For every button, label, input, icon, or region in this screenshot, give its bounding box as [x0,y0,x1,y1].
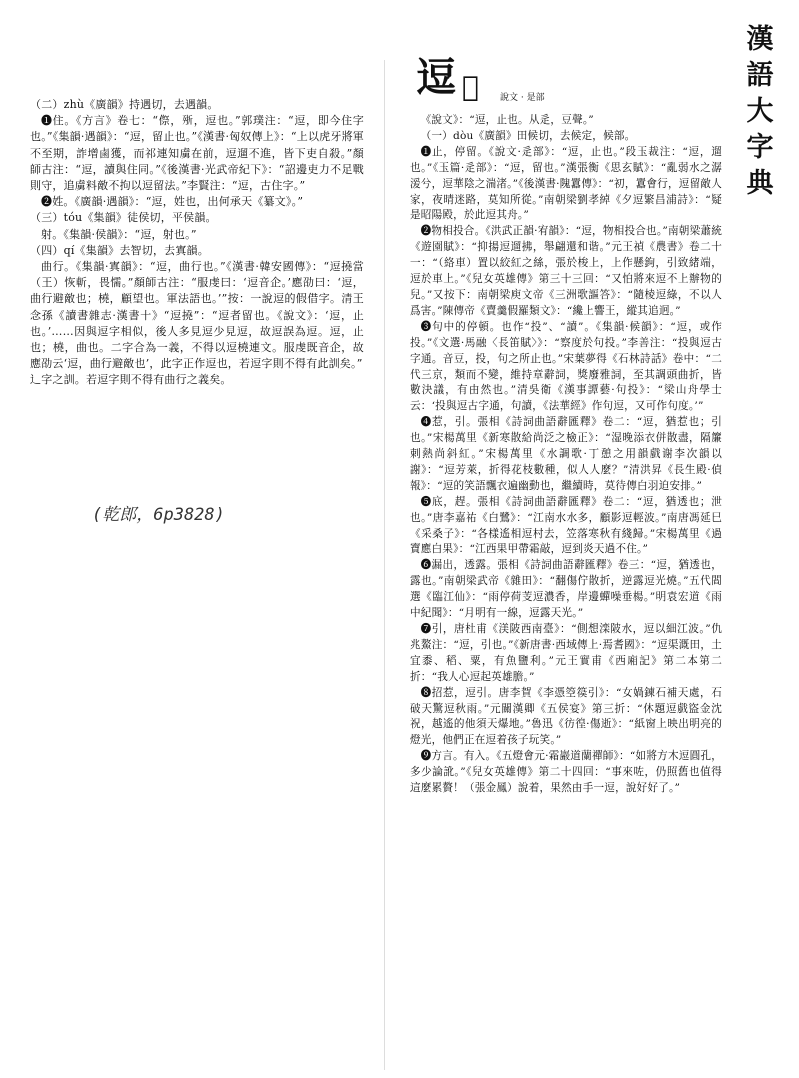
handwritten-annotation: (乾郎，6p3828) [92,505,225,525]
definition-paragraph: ❺底，趕。張相《詩詞曲語辭匯釋》卷二：“逗，猶透也；泄也。”唐李嘉祐《白鷺》：“江南水水多，顧影逗輕波。”南唐馮延巳《采桑子》：“各樣遙相逗村去，笠落寒秋有綫歸。”宋楊萬里《過寶應白果》：“江西果甲帶霜敲，逗到炎天過不住。” [410,495,722,556]
sense-heading: （一）dòu《廣韻》田候切，去候定，候部。 [420,129,636,142]
seal-source: 說文 · 是部 [500,93,545,103]
column-divider [384,60,385,1070]
definition-paragraph: ❷物相投合。《洪武正韻·宥韻》：“逗，物相投合也。”南朝梁蕭統《遊園賦》：“抑揚逗遛拂，舉翩還和谐。”元王禎《農書》卷二十一：“（絡車）置以絞紅之絲，張於梭上，上作懸鉤，引致緒端，逗於車上。”《兒女英雄傳》第三十三回：“又怕將來逗不上辦物的兒。”又按下：南朝梁庾文帝《三洲歌謳答》：“隨棱逗綠，不以人爲害。”陳傳帝《賣羹假羅類文》：“纔上響王，縱其追迥。” [410,225,722,317]
definition-paragraph: 曲行。《集韻·寘韻》：“逗，曲行也。”《漢書·韓安國傳》：“逗撓當（王）恢斬，畏懦。”顏師古注：“服虔曰：‘逗音企。’應劭曰：‘逗，曲行避敵也；橈，顧望也。軍法語也。’”按：一說逗的假借字。清王念孫《讀書雜志·漢書十》“逗撓”：“逗者留也。《說文》：‘逗，止也。’……因與逗字相似，後人多見逗少見逗，故逗誤為逗。逗，止也；橈，曲也。二字合為一義，不得以逗橈連文。服虔既音企，故應劭云‘逗，曲行避敵也’，此字正作逗也，若逗字則不得有此訓矣。” [30,260,364,371]
definition-paragraph: 辶字之訓。若逗字則不得有曲行之義矣。 [30,373,232,387]
left-column [30,97,364,389]
sense-heading: （二）zhù《廣韻》持遇切，去遇韻。 [30,98,219,111]
definition-paragraph: 射。《集韻·侯韻》：“逗，射也。” [41,227,197,241]
title-char: 典 [746,168,774,199]
title-char: 語 [746,60,774,91]
sense-heading: （四）qí《集韻》去智切，去寘韻。 [30,243,209,257]
title-char: 字 [746,132,774,163]
definition-paragraph: ❷姓。《廣韻·遇韻》：“逗，姓也，出何承天《纂文》。” [41,195,304,209]
right-column [410,113,722,797]
definition-paragraph: ❾方言。有入。《五燈會元·霜巖道蘭禪師》：“如將方木逗圓孔，多少論訛。”《兒女英雄傳》第二十四回：“事來咗，仍照舊也值得這麼累贅！（張金鳳）說着，果然由手一逗，說好好了。” [410,750,722,795]
seal-script-form: 𨓆 [462,70,479,103]
definition-paragraph: ❻漏出，透露。張相《詩詞曲語辭匯釋》卷三：“逗，猶透也，露也。”南朝梁武帝《雜田》：“翻傷佇散折，逆露逗光燒。”五代閻選《臨江仙》：“雨停荷芰逗濃香，岸邊蟬噪垂楊。”明袁宏道《雨中紀聞》：“月明有一線，逗露天光。” [410,559,722,620]
title-char: 大 [746,96,774,127]
definition-paragraph: ❸句中的停頓。也作“投”、“讀”。《集韻·候韻》：“逗，或作投。”《文選·馬融〈長笛賦〉》：“察度於句投。”李善注：“投與逗古字通。音豆，投，句之所止也。”宋葉夢得《石林詩話》卷中：“二代三京，類而不變，維持章辭詞，獎廢雅詞，至其調頭曲折，皆數決議，有由然也。”清吳衛《漢事譚藝·句投》：“梁山舟學士云：‘投與逗古字通，句讀，《法華經》作句逗，又可作句度。’” [410,320,722,413]
definition-paragraph: ❹惹，引。張相《詩詞曲語辭匯釋》卷二：“逗，猶惹也；引也。”宋楊萬里《新寒散給尚泛之檢正》：“湿晚添衣併散盡，隔簾刺熱尚斜紅。”宋楊萬里《水調歌·丁憩之用韻戲谢李次韻以謝》：“逗芳萊，折得花枝數種，似人人麼？”清洪昇《長生殿·偵報》：“逗的笑語飄衣遍幽動也，繼續時，莫待傳白羽迫安排。” [410,416,722,492]
definition-paragraph: ❶止，停留。《說文·辵部》：“逗，止也。”段玉裁注：“逗，遛也。”《玉篇·辵部》：“逗，留也。”漢張衡《思玄賦》：“亂弱水之潺湲兮，逗華陰之湍渚。”《後漢書·隗囂傳》：“初，囂會行，逗留敵人家，夜晴迷路，莫知所從。”南朝梁劉孝綽《夕逗繁昌浦詩》：“疑是昭陽殿，於此逗其舟。” [410,145,722,222]
definition-paragraph: ❽招惹，逗引。唐李賀《李憑箜篌引》：“女媧鍊石補天處，石破天驚逗秋雨。”元關漢卿《五侯宴》第三折：“休題逗戲盜金沈祝，越遙的他須天爆地。”魯迅《彷徨·傷逝》：“紙窗上映出明亮的燈光，他們正在逗着孩子玩笑。” [410,686,722,747]
dictionary-title [743,22,777,202]
headword-character: 逗 [416,54,456,101]
definition-paragraph: ❼引，唐杜甫《渼陂西南臺》：“側想滦陂水，逗以細江波。”仇兆鰲注：“逗，引也。”《新唐書·西域傳上·焉耆國》：“逗渠溉田，土宜黍、稻、粟，有魚鹽利。”元王實甫《西廂記》第二本第二折：“我人心逗起英雄膽。” [410,623,722,683]
title-char: 漢 [746,24,774,55]
definition-paragraph: ❶住。《方言》卷七：“傺，𣨋，逗也。”郭璞注：“逗，即今住字也。”《集韻·遇韻》：“逗，留止也。”《漢書·匈奴傳上》：“上以虎牙將軍不至期，詐增鹵獲，而祁連知虜在前，逗遛不進，皆下吏自殺。”顏師古注：“逗，讀與住同。”《後漢書·光武帝紀下》：“詔邊吏力不足戰則守，追虜料敵不拘以逗留法。”李賢注：“逗，古住字。” [30,114,364,193]
shuowen-citation: 《說文》：“逗，止也。从辵，豆聲。” [420,114,594,126]
sense-heading: （三）tóu《集韻》徒侯切，平侯韻。 [30,211,217,225]
